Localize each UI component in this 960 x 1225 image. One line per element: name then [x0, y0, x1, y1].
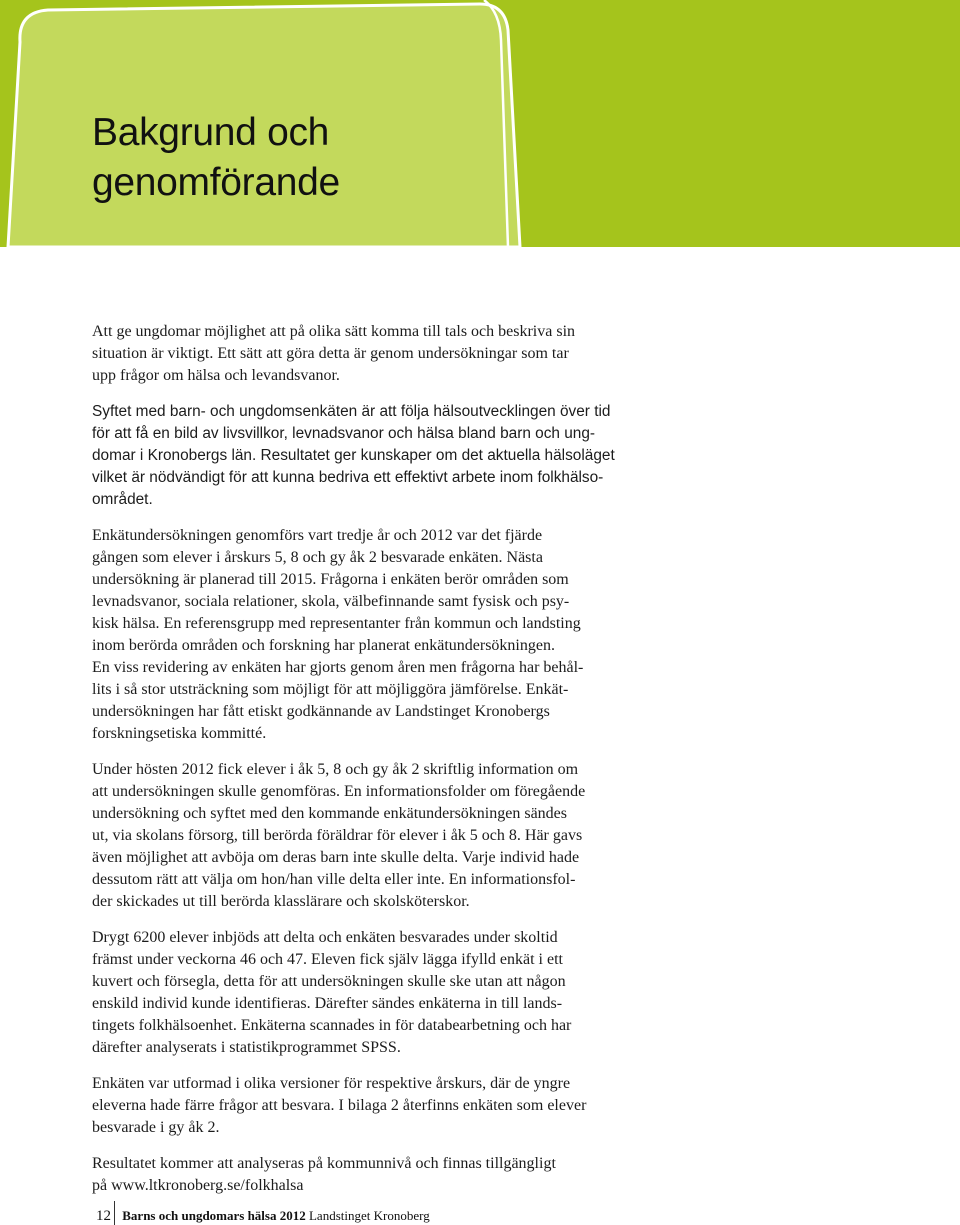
paragraph-intro: Att ge ungdomar möjlighet att på olika sätt komma till tals och beskriva sin situation är viktigt. Ett sätt att göra detta är genom undersökningar som tar upp frågor om hälsa och levandsvanor.	[92, 323, 576, 384]
paragraph-purpose: Syftet med barn- och ungdomsenkäten är att följa hälsoutvecklingen över tid för att få en bild av livsvillkor, levnadsvanor och hälsa bland barn och ung- domar i Kronobergs län. Resultatet ger kunskaper om det aktuella hälsoläget vilket är nödvändigt för att kunna bedriva ett effektivt arbete inom folkhälso- området.	[92, 403, 615, 508]
footer-publisher: Landstinget Kronoberg	[308, 1208, 430, 1223]
header-banner	[0, 0, 960, 247]
paragraph-revision: En viss revidering av enkäten har gjorts genom åren men frågorna har behål- lits i så stor utsträckning som möjligt för att möjliggöra jämförelse. Enkät- undersökningen har fått etiskt godkännande av Landstinget Kronobergs forskningsetiska kommitté.	[92, 659, 584, 742]
paragraph-information: Under hösten 2012 fick elever i åk 5, 8 och gy åk 2 skriftlig information om att undersökningen skulle genomföras. En informationsfolder om föregående undersökning och syftet med den kommande enkätundersökningen sändes ut, via skolans försorg, till berörda föräldrar för elever i åk 5 och 8. Här gavs även möjlighet att avböja om deras barn inte skulle delta. Varje individ hade dessutom rätt att välja om hon/han ville delta eller inte. En informationsfol- der skickades ut till berörda klasslärare och skolsköterskor.	[92, 761, 586, 910]
page-footer	[96, 1208, 430, 1224]
paragraph-participation: Drygt 6200 elever inbjöds att delta och enkäten besvarades under skoltid främst under veckorna 46 och 47. Eleven fick själv lägga ifylld enkät i ett kuvert och försegla, detta för att undersökningen skulle ske utan att någon enskild individ kunde identifieras. Därefter sändes enkäterna in till lands- tingets folkhälsoenhet. Enkäterna scannades in för databearbetning och har därefter analyserats i statistikprogrammet SPSS.	[92, 929, 572, 1056]
paragraph-versions: Enkäten var utformad i olika versioner för respektive årskurs, där de yngre eleverna hade färre frågor att besvara. I bilaga 2 återfinns enkäten som elever besvarade i gy åk 2.	[92, 1075, 587, 1136]
page-title-line1: Bakgrund och	[92, 111, 330, 154]
body-text	[92, 321, 652, 1211]
page-title-line2: genomförande	[92, 161, 340, 204]
page-number: 12	[96, 1208, 111, 1224]
footer-publication: Barns och ungdomars hälsa 2012	[122, 1208, 306, 1223]
paragraph-method: Enkätundersökningen genomförs vart tredje år och 2012 var det fjärde gången som elever i årskurs 5, 8 och gy åk 2 besvarade enkäten. Nästa undersökning är planerad till 2015. Frågorna i enkäten berör områden som levnadsvanor, sociala relationer, skola, välbefinnande samt fysisk och psy- kisk hälsa. En referensgrupp med representanter från kommun och landsting inom berörda områden och forskning har planerat enkätundersökningen.	[92, 527, 581, 654]
paragraph-results: Resultatet kommer att analyseras på kommunnivå och finnas tillgängligt på www.ltkronoberg.se/folkhalsa	[92, 1155, 556, 1194]
page-title	[92, 108, 340, 208]
